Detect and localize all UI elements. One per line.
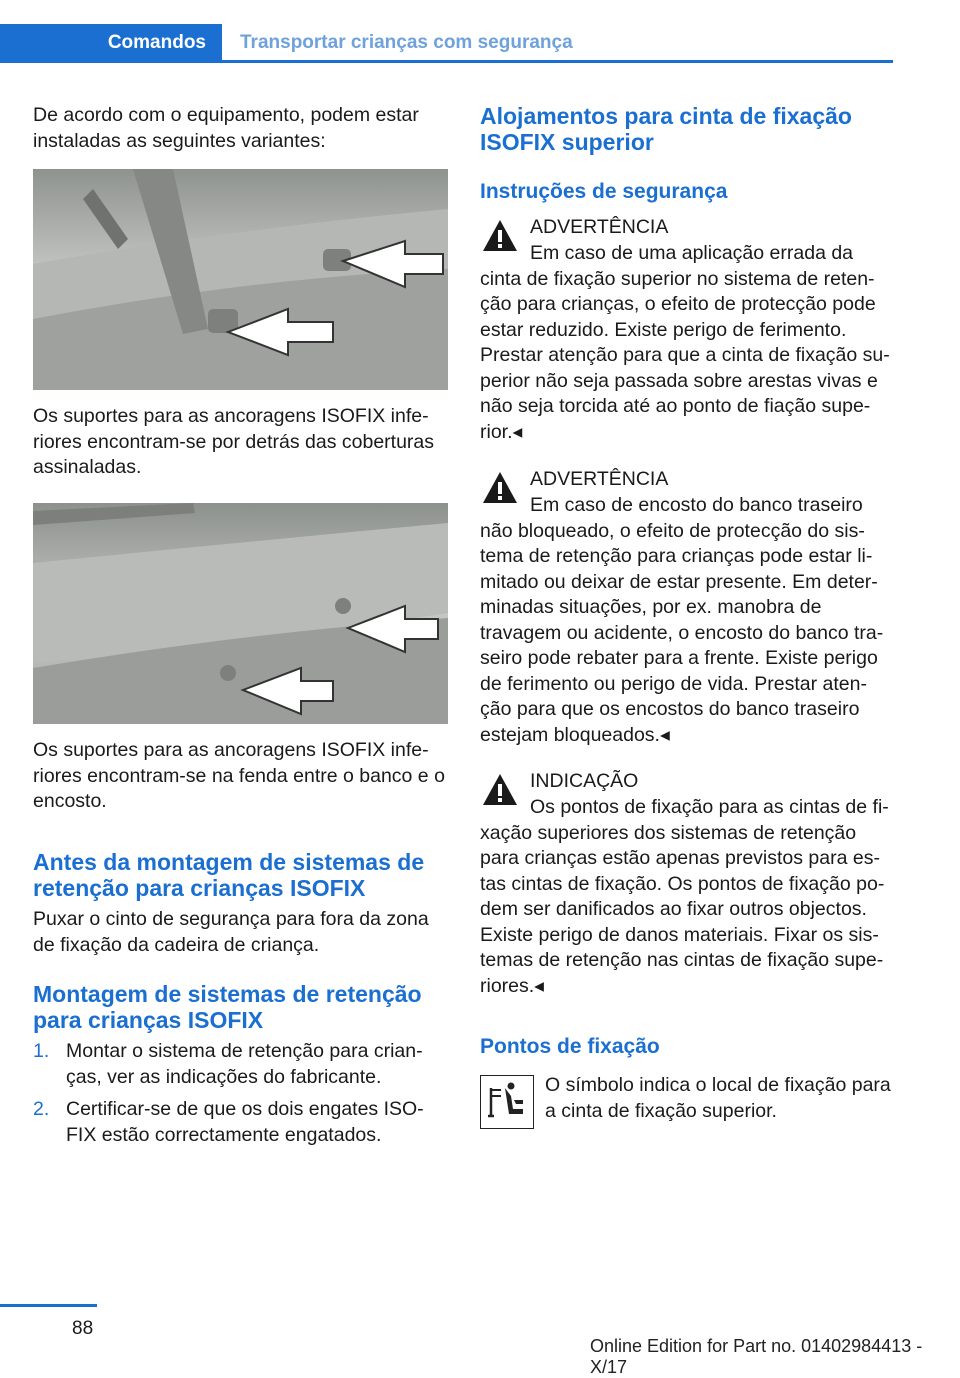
caption-2: [33, 738, 448, 815]
notice-block: [480, 769, 895, 1009]
page-header: [0, 0, 893, 62]
heading-before-mounting: Antes da montagem de sistemas de retenção para crianças ISOFIX: [33, 849, 425, 901]
section-before-mounting: [33, 849, 448, 958]
seat-photo-gap: [33, 503, 448, 724]
chapter-label: Comandos: [107, 31, 206, 53]
intro-paragraph: [33, 103, 448, 154]
heading-top-tether: Alojamentos para cinta de fixação ISOFIX superior: [480, 103, 852, 155]
section-top-tether: [480, 103, 895, 205]
caption-2-text: Os suportes para as ancoragens ISOFIX infe- riores encontram-se na fenda entre o banco e o encosto.: [33, 739, 445, 812]
warning-title: ADVERTÊNCIA: [530, 216, 669, 238]
warning-block-1: [480, 215, 895, 455]
heading-mounting: Montagem de sistemas de retenção para crianças ISOFIX: [33, 981, 422, 1033]
section-anchor-points: [480, 1034, 895, 1060]
step-number: 2.: [33, 1098, 50, 1120]
chapter-tab: [0, 24, 222, 61]
step-text: Montar o sistema de retenção para crian- ças, ver as indicações do fabricante.: [66, 1040, 423, 1088]
warning-block-2: [480, 467, 895, 757]
notice-title: INDICAÇÃO: [530, 770, 639, 792]
caption-1-text: Os suportes para as ancoragens ISOFIX infe- riores encontram-se por detrás das coberturas assinaladas.: [33, 405, 435, 478]
warning-text: Em caso de encosto do banco traseiro não bloqueado, o efeito de protecção do sis- tema de retenção para crianças pode estar li- mitado ou deixar de estar presente. Em deter- minadas situações, por ex. manobra de travagem ou acidente, o encosto do banco tra- seiro pode rebater para a frente. Existe perigo de ferimento ou perigo de vida. Prestar aten- ção para que os encostos do banco traseiro estejam bloqueados.◂: [480, 494, 884, 746]
page-number: 88: [72, 1318, 94, 1339]
caption-1: [33, 404, 448, 481]
step-text: Certificar-se de que os dois engates ISO- FIX estão correctamente engatados.: [66, 1098, 424, 1146]
edition-note: Online Edition for Part no. 01402984413 - X/17: [590, 1336, 923, 1377]
warning-text: Em caso de uma aplicação errada da cinta de fixação superior no sistema de reten- ção para crianças, o efeito de protecção pode estar reduzido. Existe perigo de ferimento. Prestar atenção para que a cinta de fixação su- perior não seja passada sobre arestas vivas e não seja torcida até ao ponto de fiação supe- rior.◂: [480, 242, 890, 443]
anchor-points-text: O símbolo indica o local de fixação para a cinta de fixação superior.: [545, 1074, 891, 1122]
notice-text: Os pontos de fixação para as cintas de fi- xação superiores dos sistemas de retenção para crianças estão apenas previstos para es- tas cintas de fixação. Os pontos de fixação po- dem ser danificados ao fixar outros objectos. Existe perigo de danos materiais. Fixar os sis- temas de retenção nas cintas de fixação supe- riores.◂: [480, 796, 889, 997]
warning-title: ADVERTÊNCIA: [530, 468, 669, 490]
before-mounting-text: Puxar o cinto de segurança para fora da zona de fixação da cadeira de criança.: [33, 908, 429, 956]
anchor-points-text-block: [545, 1073, 897, 1124]
intro-text: De acordo com o equipamento, podem estar instaladas as seguintes variantes:: [33, 104, 419, 152]
section-title: Transportar crianças com segurança: [240, 32, 573, 53]
heading-anchor-points: Pontos de fixação: [480, 1035, 660, 1058]
list-item: [33, 1039, 448, 1090]
heading-safety: Instruções de segurança: [480, 180, 728, 203]
section-mounting: [33, 981, 448, 1155]
step-number: 1.: [33, 1040, 50, 1062]
mounting-steps: [33, 1039, 448, 1148]
seat-photo-covers: [33, 169, 448, 390]
list-item: [33, 1097, 448, 1148]
child-seat-anchor-icon: [480, 1075, 534, 1129]
header-rule: [0, 60, 893, 63]
footer-rule: [0, 1304, 97, 1307]
